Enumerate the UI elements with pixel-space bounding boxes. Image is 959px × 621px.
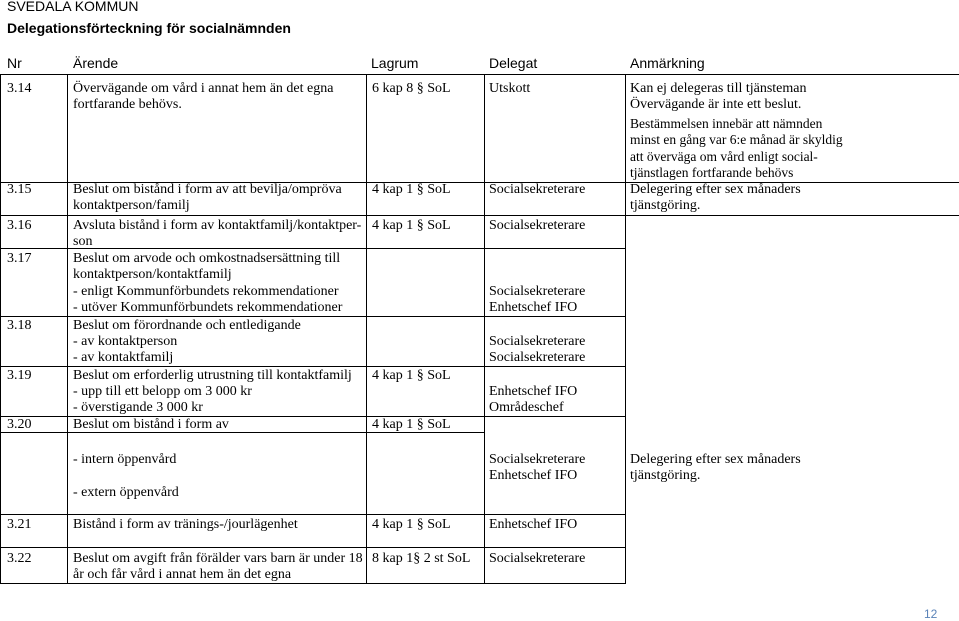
row-anmarkning-line: Övervägande är inte ett beslut. [630, 97, 802, 112]
row-anmarkning-line: att överväga om vård enligt social- [630, 149, 818, 164]
row-delegat: Socialsekreterare [489, 551, 586, 566]
row-anmarkning-line: minst en gång var 6:e månad är skyldig [630, 132, 843, 147]
row-arende-line: Beslut om arvode och omkostnadsersättning till [73, 251, 341, 266]
row-delegat: Enhetschef IFO [489, 300, 578, 315]
row-nr: 3.14 [7, 81, 32, 96]
row-arende-line: år och får vård i annat hem än det egna [73, 567, 292, 582]
column-divider [0, 74, 1, 584]
row-lagrum: 4 kap 1 § SoL [372, 182, 451, 197]
row-anmarkning-line: tjänstgöring. [630, 468, 701, 483]
organization-name: SVEDALA KOMMUN [7, 0, 139, 14]
row-anmarkning-line: tjänstlagen fortfarande behövs [630, 165, 794, 180]
row-anmarkning-line: Delegering efter sex månaders [630, 182, 801, 197]
row-arende-line: Beslut om förordnande och entledigande [73, 318, 301, 333]
header-divider [0, 74, 959, 75]
column-header-anmarkning: Anmärkning [630, 55, 705, 71]
column-divider [484, 74, 485, 584]
row-nr: 3.16 [7, 218, 32, 233]
column-header-lagrum: Lagrum [371, 55, 419, 71]
row-arende-line: - utöver Kommunförbundets rekommendationer [73, 300, 343, 315]
column-header-delegat: Delegat [489, 55, 538, 71]
row-lagrum: 4 kap 1 § SoL [372, 218, 451, 233]
row-arende-line: - extern öppenvård [73, 485, 179, 500]
row-delegat: Socialsekreterare [489, 452, 586, 467]
row-nr: 3.15 [7, 182, 32, 197]
row-arende-line: Beslut om erforderlig utrustning till kontaktfamilj [73, 368, 352, 383]
document-title: Delegationsförteckning för socialnämnden [7, 20, 291, 36]
row-delegat: Socialsekreterare [489, 334, 586, 349]
column-divider [366, 74, 367, 584]
row-anmarkning-line: tjänstgöring. [630, 198, 701, 213]
row-delegat: Socialsekreterare [489, 284, 586, 299]
column-divider [67, 74, 68, 584]
row-arende-line: - enligt Kommunförbundets rekommendationer [73, 284, 339, 299]
row-arende-line: kontaktperson/kontaktfamilj [73, 267, 232, 282]
row-arende-line: Övervägande om vård i annat hem än det egna [73, 81, 334, 96]
row-delegat: Socialsekreterare [489, 182, 586, 197]
row-delegat: Områdeschef [489, 400, 564, 415]
row-lagrum: 4 kap 1 § SoL [372, 517, 451, 532]
column-header-nr: Nr [7, 55, 22, 71]
row-nr: 3.18 [7, 318, 32, 333]
row-lagrum: 8 kap 1§ 2 st SoL [372, 551, 471, 566]
row-arende-line: - av kontaktfamilj [73, 350, 174, 365]
row-nr: 3.20 [7, 417, 32, 432]
row-arende-line: kontaktperson/familj [73, 198, 190, 213]
row-delegat: Socialsekreterare [489, 218, 586, 233]
row-arende-line: Avsluta bistånd i form av kontaktfamilj/kontaktper- [73, 218, 362, 233]
row-arende-line: - överstigande 3 000 kr [73, 400, 203, 415]
row-divider [0, 547, 625, 548]
row-arende-line: Beslut om avgift från förälder vars barn är under 18 [73, 551, 363, 566]
row-nr: 3.22 [7, 551, 32, 566]
row-arende-line: son [73, 234, 93, 249]
row-arende-line: Beslut om bistånd i form av att bevilja/ompröva [73, 182, 342, 197]
row-nr: 3.21 [7, 517, 32, 532]
row-delegat: Enhetschef IFO [489, 384, 578, 399]
row-arende-line: Beslut om bistånd i form av [73, 417, 229, 432]
row-nr: 3.19 [7, 368, 32, 383]
column-divider [625, 74, 626, 584]
row-anmarkning-line: Delegering efter sex månaders [630, 452, 801, 467]
row-anmarkning-line: Kan ej delegeras till tjänsteman [630, 81, 807, 96]
page-number: 12 [924, 607, 938, 621]
row-divider [0, 514, 625, 515]
row-nr: 3.17 [7, 251, 32, 266]
row-arende-line: - upp till ett belopp om 3 000 kr [73, 384, 252, 399]
row-arende-line: - intern öppenvård [73, 452, 177, 467]
row-divider [0, 215, 959, 216]
row-arende-line: Bistånd i form av tränings-/jourlägenhet [73, 517, 298, 532]
row-arende-line: fortfarande behövs. [73, 97, 182, 112]
column-header-arende: Ärende [73, 55, 119, 71]
row-anmarkning-line: Bestämmelsen innebär att nämnden [630, 116, 823, 131]
row-lagrum: 6 kap 8 § SoL [372, 81, 451, 96]
row-delegat: Socialsekreterare [489, 350, 586, 365]
row-divider [0, 248, 625, 249]
row-delegat: Enhetschef IFO [489, 468, 578, 483]
row-arende-line: - av kontaktperson [73, 334, 178, 349]
row-lagrum: 4 kap 1 § SoL [372, 417, 451, 432]
row-delegat: Utskott [489, 81, 531, 96]
row-lagrum: 4 kap 1 § SoL [372, 368, 451, 383]
row-delegat: Enhetschef IFO [489, 517, 578, 532]
